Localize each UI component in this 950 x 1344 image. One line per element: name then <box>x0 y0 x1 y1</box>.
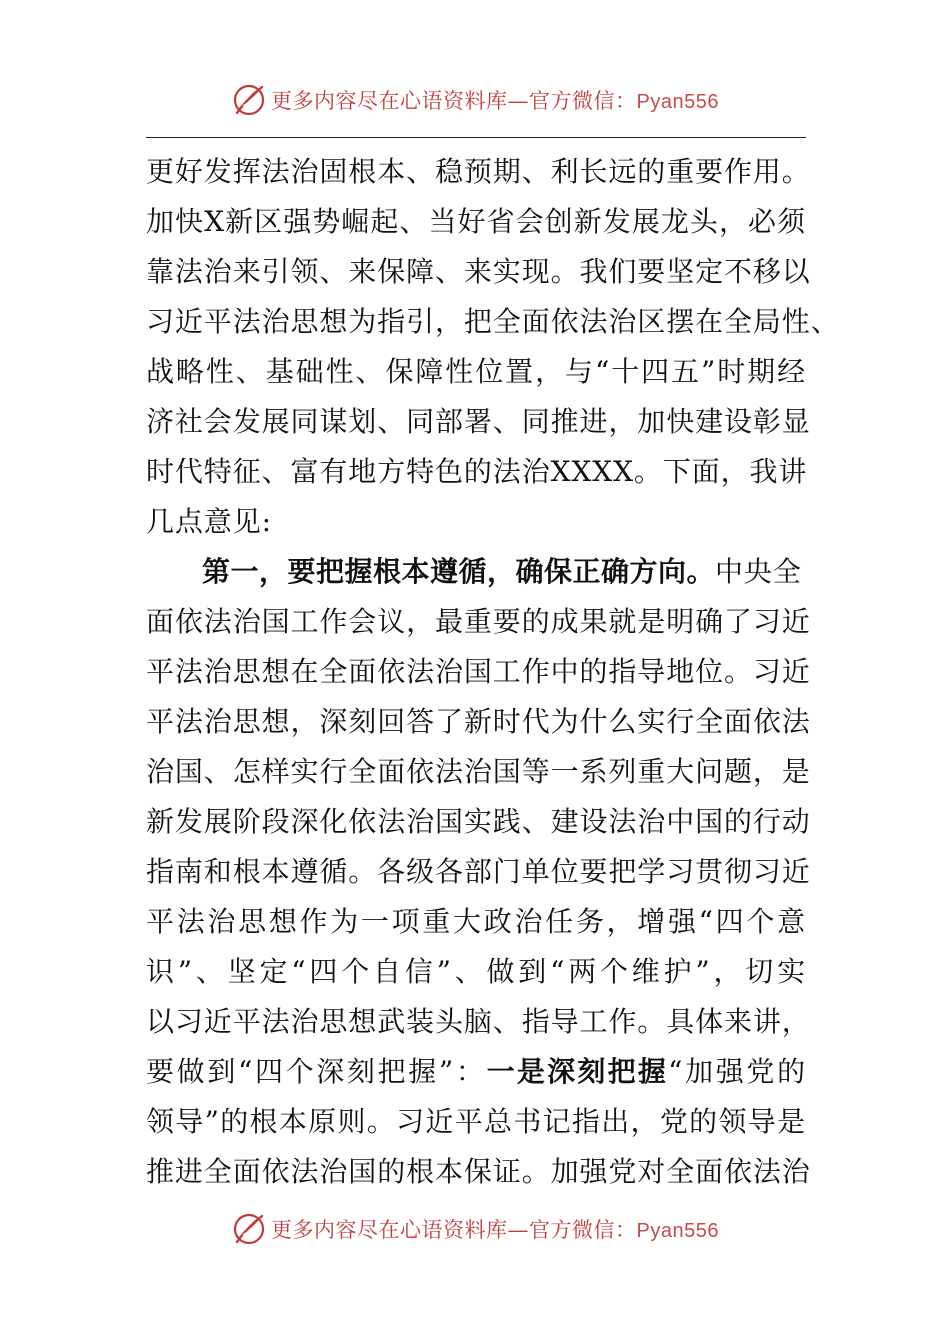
body-line: 战略性、基础性、保障性位置，与“十四五”时期经 <box>146 355 806 388</box>
body-line: 靠法治来引领、来保障、来实现。我们要坚定不移以 <box>146 255 811 288</box>
body-line: 识”、坚定“四个自信”、做到“两个维护”，切实 <box>146 955 806 988</box>
body-line: 领导”的根本原则。习近平总书记指出，党的领导是 <box>146 1105 806 1138</box>
body-line: 加快X新区强势崛起、当好省会创新发展龙头，必须 <box>146 205 806 238</box>
section-heading-continuation: 中央全 <box>715 555 802 588</box>
body-line: 指南和根本遵循。各级各部门单位要把学习贯彻习近 <box>146 855 811 888</box>
footer-watermark <box>0 1209 950 1249</box>
watermark-text: 更多内容尽在心语资料库—官方微信：Pyan556 <box>271 1218 719 1242</box>
body-line: 平法治思想作为一项重大政治任务，增强“四个意 <box>146 905 806 938</box>
body-line: 济社会发展同谋划、同部署、同推进，加快建设彰显 <box>146 405 811 438</box>
section-heading-line <box>146 547 806 597</box>
body-line: 习近平法治思想为指引，把全面依法治区摆在全局性、 <box>146 305 840 338</box>
mixed-rest-text: “加强党的 <box>668 1055 806 1088</box>
header-divider <box>146 137 806 138</box>
body-line: 治国、怎样实行全面依法治国等一系列重大问题，是 <box>146 755 811 788</box>
feather-pen-logo-icon <box>231 82 267 118</box>
mixed-normal-text: 要做到“四个深刻把握”： <box>146 1055 487 1088</box>
header-watermark <box>0 80 950 120</box>
body-line: 以习近平法治思想武装头脑、指导工作。具体来讲， <box>146 1005 811 1038</box>
body-line: 面依法治国工作会议，最重要的成果就是明确了习近 <box>146 605 811 638</box>
wechat-id: Pyan556 <box>636 91 719 113</box>
body-line: 平法治思想在全面依法治国工作中的指导地位。习近 <box>146 655 811 688</box>
watermark-text: 更多内容尽在心语资料库—官方微信：Pyan556 <box>271 89 719 113</box>
body-line: 推进全面依法治国的根本保证。加强党对全面依法治 <box>146 1155 811 1188</box>
point-one-heading: 一是深刻把握 <box>486 1055 669 1088</box>
body-line: 新发展阶段深化依法治国实践、建设法治中国的行动 <box>146 805 811 838</box>
body-line-mixed <box>146 1047 806 1097</box>
wechat-id: Pyan556 <box>636 1220 719 1242</box>
body-line: 时代特征、富有地方特色的法治XXXX。下面，我讲 <box>146 455 808 488</box>
body-line: 几点意见: <box>146 505 272 538</box>
section-heading: 第一，要把握根本遵循，确保正确方向。 <box>202 555 716 588</box>
feather-pen-logo-icon <box>231 1211 267 1247</box>
body-line: 平法治思想，深刻回答了新时代为什么实行全面依法 <box>146 705 811 738</box>
document-body <box>146 147 840 1197</box>
body-line: 更好发挥法治固根本、稳预期、利长远的重要作用。 <box>146 155 811 188</box>
